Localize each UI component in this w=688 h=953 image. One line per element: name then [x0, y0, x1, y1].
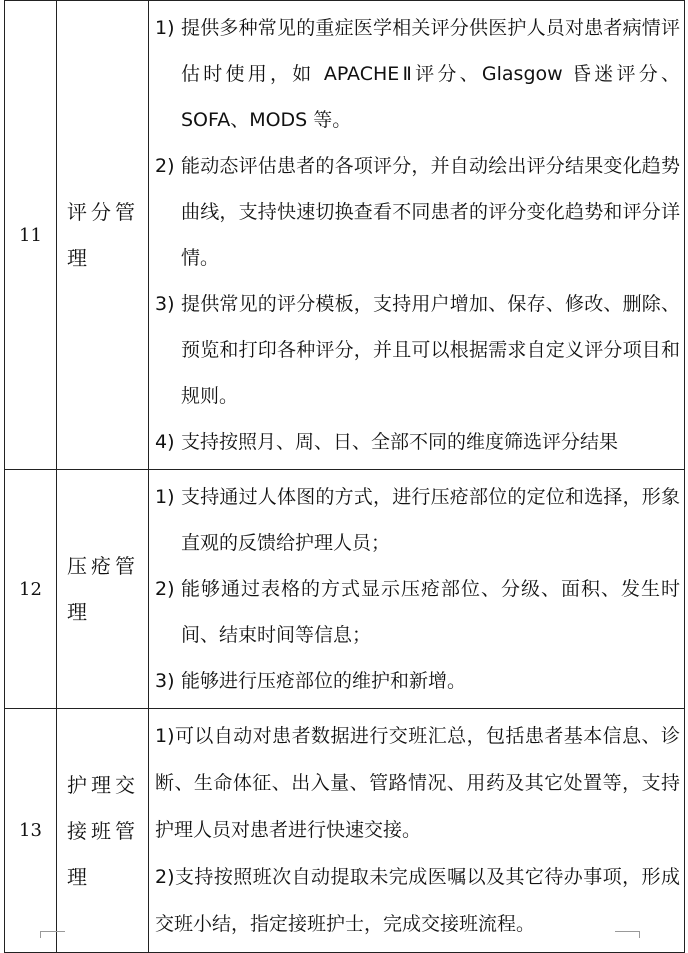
list-item — [155, 658, 680, 704]
module-description — [149, 709, 685, 953]
module-name: 评分管理 — [57, 1, 149, 470]
row-number: 13 — [5, 709, 57, 953]
row-number: 11 — [5, 1, 57, 470]
item-text: 能够通过表格的方式显示压疮部位、分级、面积、发生时间、结束时间等信息； — [181, 578, 680, 646]
module-description — [149, 470, 685, 709]
list-item — [155, 713, 680, 854]
list-item — [155, 419, 680, 465]
requirements-table — [4, 0, 685, 953]
list-item — [155, 143, 680, 281]
item-text: 支持通过人体图的方式，进行压疮部位的定位和选择，形象直观的反馈给护理人员； — [181, 486, 680, 554]
item-text: 能动态评估患者的各项评分，并自动绘出评分结果变化趋势曲线，支持快速切换查看不同患者的评分变化趋势和评分详情。 — [181, 155, 680, 269]
module-description — [149, 1, 685, 470]
item-marker: 1) — [155, 17, 175, 39]
item-marker: 1) — [155, 486, 175, 508]
table-row — [5, 1, 685, 470]
item-text: 支持按照班次自动提取未完成医嘱以及其它待办事项，形成交班小结，指定接班护士，完成交接班流程。 — [155, 866, 680, 935]
item-marker: 1) — [155, 725, 175, 747]
item-text: 提供常见的评分模板，支持用户增加、保存、修改、删除、预览和打印各种评分，并且可以根据需求自定义评分项目和规则。 — [181, 293, 680, 407]
item-text: 提供多种常见的重症医学相关评分供医护人员对患者病情评估时使用，如 APACHEⅡ评分、Glasgow 昏迷评分、SOFA、MODS 等。 — [181, 17, 680, 131]
item-marker: 3) — [155, 670, 175, 692]
list-item — [155, 281, 680, 419]
row-number: 12 — [5, 470, 57, 709]
list-item — [155, 5, 680, 143]
page-footer-marks — [40, 931, 640, 937]
module-name: 压疮管理 — [57, 470, 149, 709]
table-row — [5, 470, 685, 709]
item-marker: 4) — [155, 431, 175, 453]
item-text: 支持按照月、周、日、全部不同的维度筛选评分结果 — [181, 431, 619, 453]
table-row — [5, 709, 685, 953]
item-marker: 2) — [155, 578, 175, 600]
list-item — [155, 566, 680, 658]
item-text: 能够进行压疮部位的维护和新增。 — [181, 670, 467, 692]
module-name: 护理交接班管理 — [57, 709, 149, 953]
item-marker: 2) — [155, 155, 175, 177]
item-text: 可以自动对患者数据进行交班汇总，包括患者基本信息、诊断、生命体征、出入量、管路情况、用药及其它处置等，支持护理人员对患者进行快速交接。 — [155, 725, 680, 841]
item-marker: 3) — [155, 293, 175, 315]
item-marker: 2) — [155, 866, 175, 888]
list-item — [155, 474, 680, 566]
